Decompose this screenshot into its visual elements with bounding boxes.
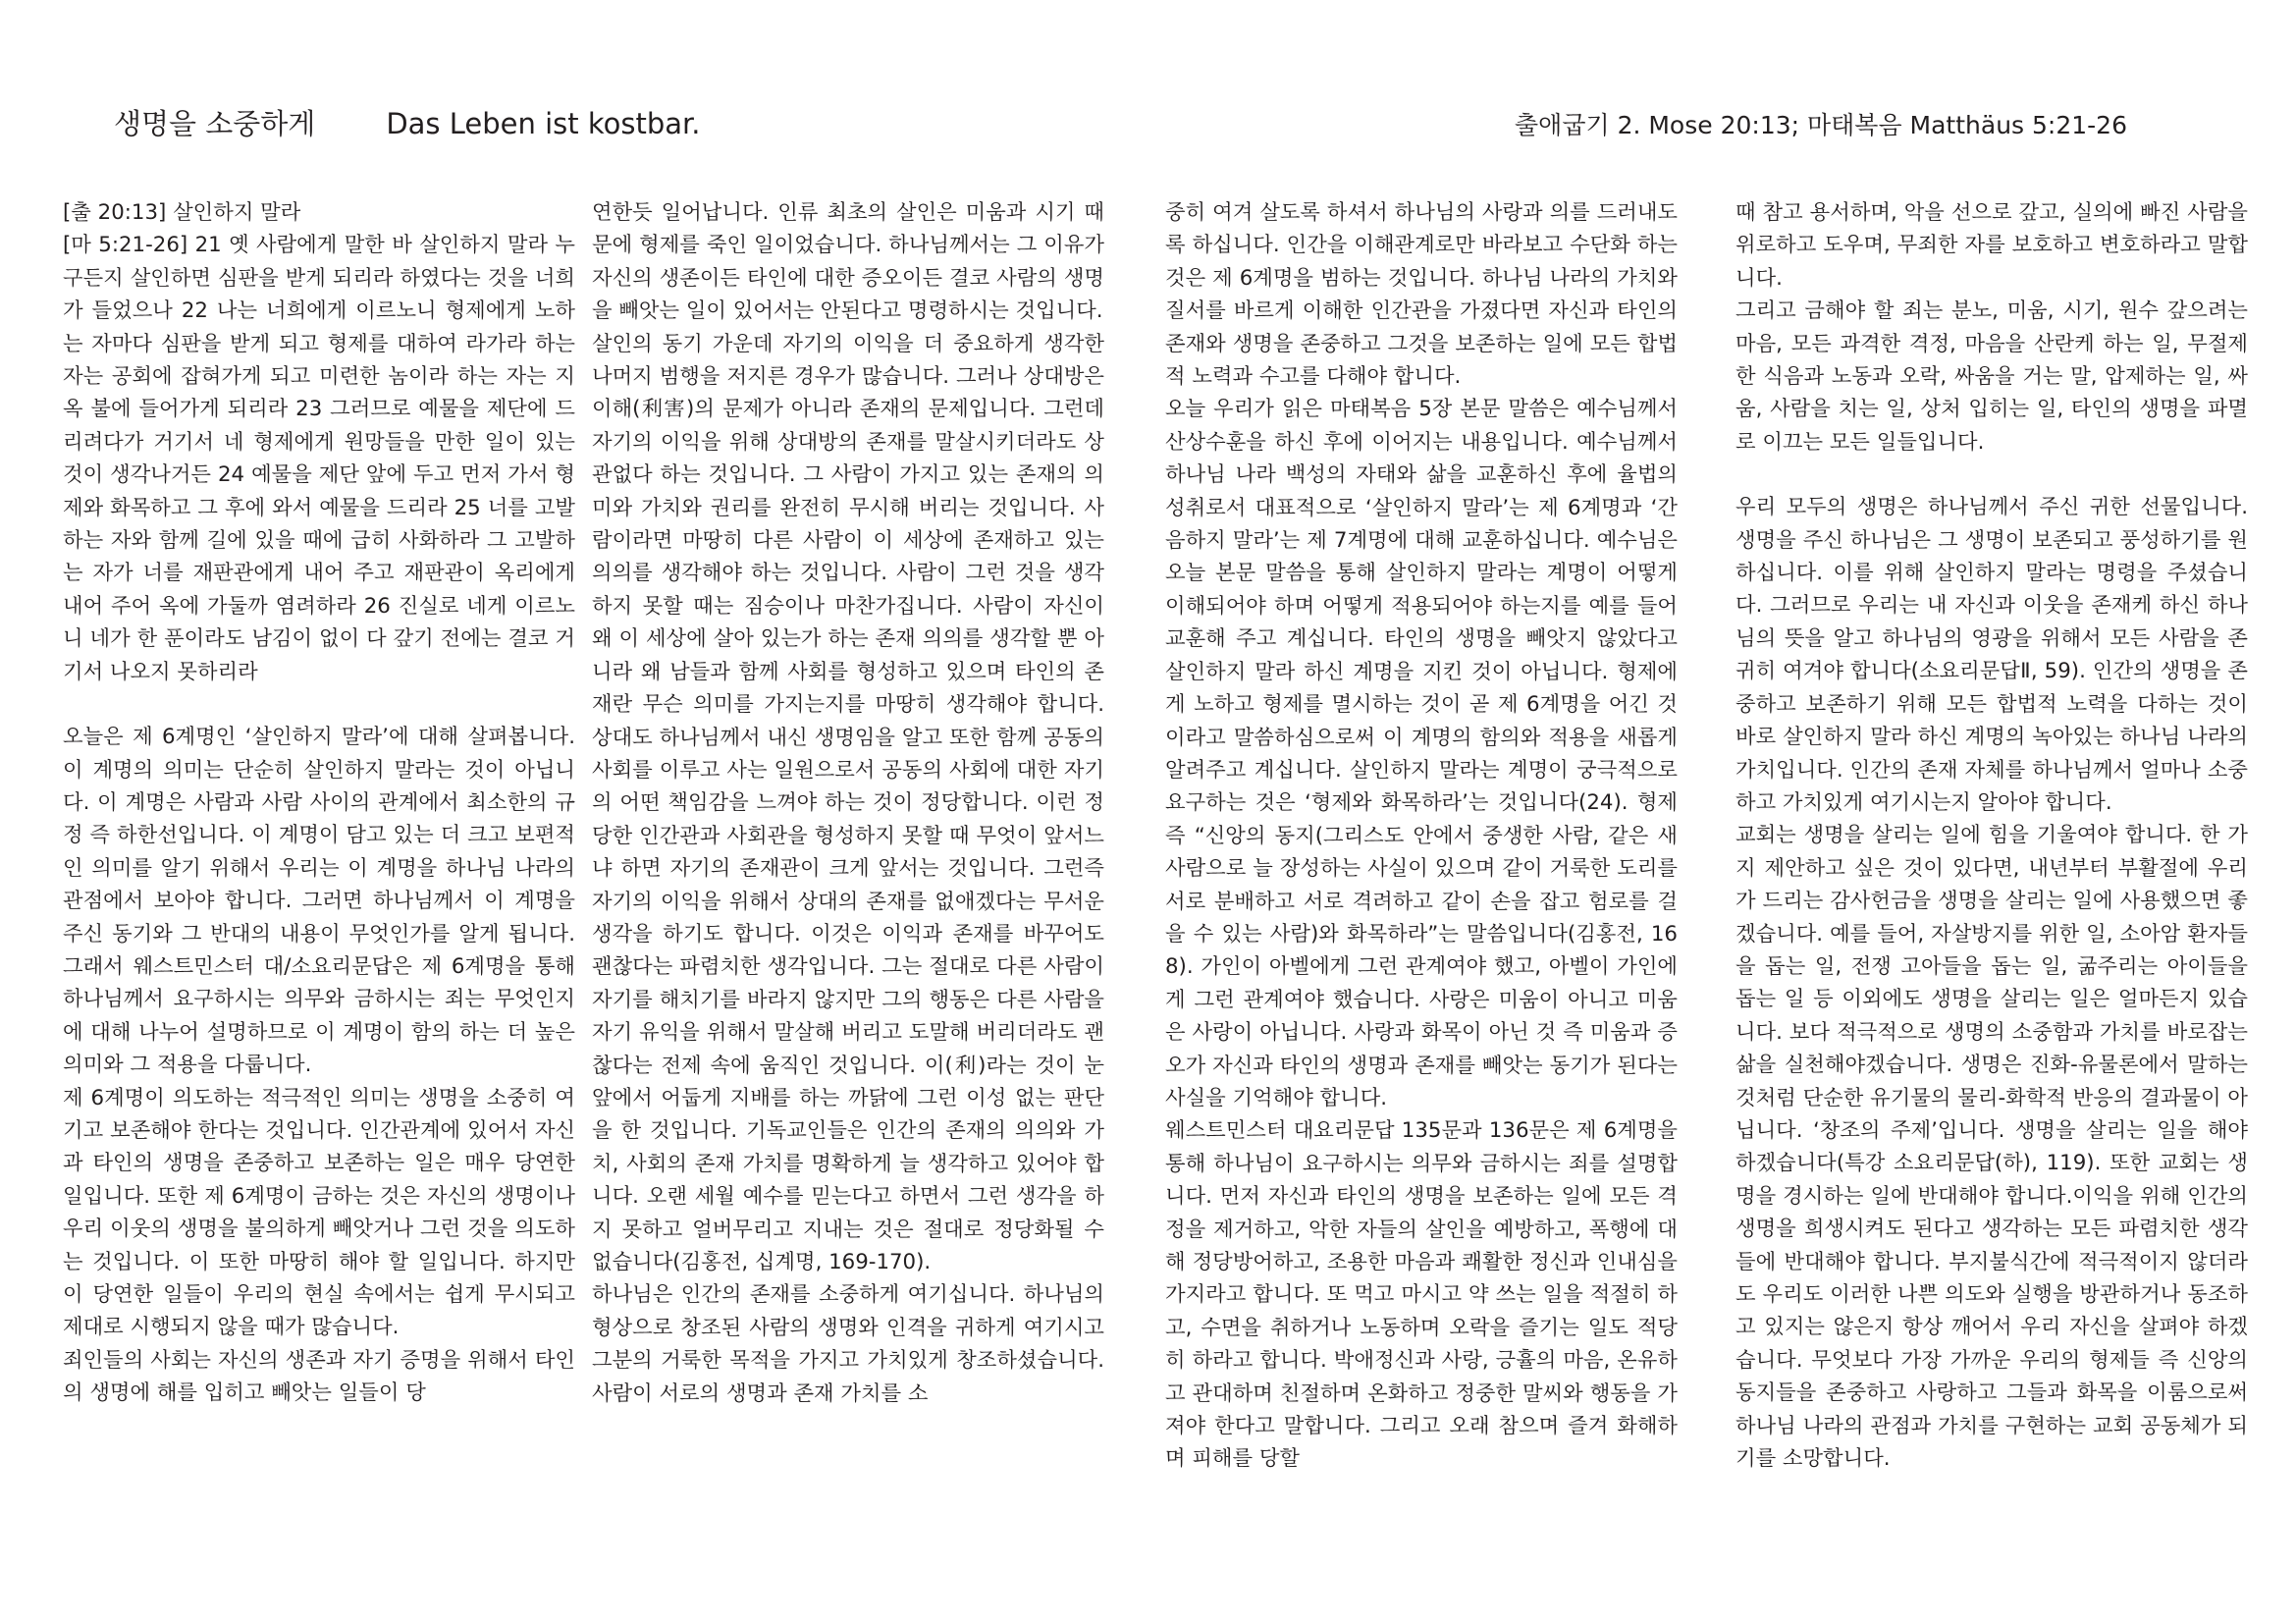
- title-german: Das Leben ist kostbar.: [386, 107, 701, 140]
- paragraph: 오늘은 제 6계명인 ‘살인하지 말라’에 대해 살펴봅니다. 이 계명의 의미는 단순히 살인하지 말라는 것이 아닙니다. 이 계명은 사람과 사람 사이의 관계에서 최소한의 규정 즉 하한선입니다. 이 계명이 담고 있는 더 크고 보편적인 의미를 알기 위해서 우리는 이 계명을 하나님 나라의 관점에서 보아야 합니다. 그러면 하나님께서 이 계명을 주신 동기와 그 반대의 내용이 무엇인가를 알게 됩니다. 그래서 웨스트민스터 대/소요리문답은 제 6계명을 통해 하나님께서 요구하시는 의무와 금하시는 죄는 무엇인지에 대해 나누어 설명하므로 이 계명이 함의 하는 더 높은 의미와 그 적용을 다룹니다.: [63, 725, 575, 1078]
- paragraph: 오늘 우리가 읽은 마태복음 5장 본문 말씀은 예수님께서 산상수훈을 하신 후에 이어지는 내용입니다. 예수님께서 하나님 나라 백성의 자태와 삶을 교훈하신 후에 율법의 성취로서 대표적으로 ‘살인하지 말라’는 제 6계명과 ‘간음하지 말라’는 제 7계명에 대해 교훈하십니다. 예수님은 오늘 본문 말씀을 통해 살인하지 말라는 계명이 어떻게 이해되어야 하며 어떻게 적용되어야 하는지를 예를 들어 교훈해 주고 계십니다. 타인의 생명을 빼앗지 않았다고 살인하지 말라 하신 계명을 지킨 것이 아닙니다. 형제에게 노하고 형제를 멸시하는 것이 곧 제 6계명을 어긴 것이라고 말씀하심으로써 이 계명의 함의와 적용을 새롭게 알려주고 계십니다. 살인하지 말라는 계명이 궁극적으로 요구하는 것은 ‘형제와 화목하라’는 것입니다(24). 형제 즉 “신앙의 동지(그리스도 안에서 중생한 사람, 같은 새 사람으로 늘 장성하는 사실이 있으며 같이 거룩한 도리를 서로 분배하고 서로 격려하고 같이 손을 잡고 험로를 걸을 수 있는 사람)와 화목하라”는 말씀입니다(김홍전, 168). 가인이 아벨에게 그런 관계여야 했고, 아벨이 가인에게 그런 관계여야 했습니다. 사랑은 미움이 아니고 미움은 사랑이 아닙니다. 사랑과 화목이 아닌 것 즉 미움과 증오가 자신과 타인의 생명과 존재를 빼앗는 동기가 된다는 사실을 기억해야 합니다.: [1165, 397, 1678, 1110]
- paragraph: [마 5:21-26] 21 옛 사람에게 말한 바 살인하지 말라 누구든지 살인하면 심판을 받게 되리라 하였다는 것을 너희가 들었으나 22 나는 너희에게 이르노니 형제에게 노하는 자마다 심판을 받게 되고 형제를 대하여 라가라 하는 자는 공회에 잡혀가게 되고 미련한 놈이라 하는 자는 지옥 불에 들어가게 되리라 23 그러므로 예물을 제단에 드리려다가 거기서 네 형제에게 원망들을 만한 일이 있는 것이 생각나거든 24 예물을 제단 앞에 두고 먼저 가서 형제와 화목하고 그 후에 와서 예물을 드리라 25 너를 고발하는 자와 함께 길에 있을 때에 급히 사화하라 그 고발하는 자가 너를 재판관에게 내어 주고 재판관이 옥리에게 내어 주어 옥에 가둘까 염려하라 26 진실로 네게 이르노니 네가 한 푼이라도 남김이 없이 다 갚기 전에는 결코 거기서 나오지 못하리라: [63, 233, 575, 684]
- paragraph: 우리 모두의 생명은 하나님께서 주신 귀한 선물입니다. 생명을 주신 하나님은 그 생명이 보존되고 풍성하기를 원하십니다. 이를 위해 살인하지 말라는 명령을 주셨습니다. 그러므로 우리는 내 자신과 이웃을 존재케 하신 하나님의 뜻을 알고 하나님의 영광을 위해서 모든 사람을 존귀히 여겨야 합니다(소요리문답Ⅱ, 59). 인간의 생명을 존중하고 보존하기 위해 모든 합법적 노력을 다하는 것이 바로 살인하지 말라 하신 계명의 녹아있는 하나님 나라의 가치입니다. 인간의 존재 자체를 하나님께서 얼마나 소중하고 가치있게 여기시는지 알아야 합니다.: [1735, 495, 2248, 815]
- paragraph: 때 참고 용서하며, 악을 선으로 갚고, 실의에 빠진 사람을 위로하고 도우며, 무죄한 자를 보호하고 변호하라고 말합니다.: [1735, 200, 2248, 291]
- paragraph: 제 6계명이 의도하는 적극적인 의미는 생명을 소중히 여기고 보존해야 한다는 것입니다. 인간관계에 있어서 자신과 타인의 생명을 존중하고 보존하는 일은 매우 당연한 일입니다. 또한 제 6계명이 금하는 것은 자신의 생명이나 우리 이웃의 생명을 불의하게 빼앗거나 그런 것을 의도하는 것입니다. 이 또한 마땅히 해야 할 일입니다. 하지만 이 당연한 일들이 우리의 현실 속에서는 쉽게 무시되고 제대로 시행되지 않을 때가 많습니다.: [63, 1085, 575, 1340]
- paragraph: 그리고 금해야 할 죄는 분노, 미움, 시기, 원수 갚으려는 마음, 모든 과격한 격정, 마음을 산란케 하는 일, 무절제한 식음과 노동과 오락, 싸움을 거는 말, 압제하는 일, 싸움, 사람을 치는 일, 상처 입히는 일, 타인의 생명을 파멸로 이끄는 모든 일들입니다.: [1735, 298, 2248, 455]
- text-column-2: [592, 196, 1104, 1410]
- paragraph: 살인의 동기 가운데 자기의 이익을 더 중요하게 생각한 나머지 범행을 저지른 경우가 많습니다. 그러나 상대방은 이해(利害)의 문제가 아니라 존재의 문제입니다. 그런데 자기의 이익을 위해 상대방의 존재를 말살시키더라도 상관없다 하는 것입니다. 그 사람이 가지고 있는 존재의 의미와 가치와 권리를 완전히 무시해 버리는 것입니다. 사람이라면 마땅히 다른 사람이 이 세상에 존재하고 있는 의의를 생각해야 하는 것입니다. 사람이 그런 것을 생각하지 못할 때는 짐승이나 마찬가집니다. 사람이 자신이 왜 이 세상에 살아 있는가 하는 존재 의의를 생각할 뿐 아니라 왜 남들과 함께 사회를 형성하고 있으며 타인의 존재란 무슨 의미를 가지는지를 마땅히 생각해야 합니다. 상대도 하나님께서 내신 생명임을 알고 또한 함께 공동의 사회를 이루고 사는 일원으로서 공동의 사회에 대한 자기의 어떤 책임감을 느껴야 하는 것이 정당합니다. 이런 정당한 인간관과 사회관을 형성하지 못할 때 무엇이 앞서느냐 하면 자기의 존재관이 크게 앞서는 것입니다. 그런즉 자기의 이익을 위해서 상대의 존재를 없애겠다는 무서운 생각을 하기도 합니다. 이것은 이익과 존재를 바꾸어도 괜찮다는 파렴치한 생각입니다. 그는 절대로 다른 사람이 자기를 해치기를 바라지 않지만 그의 행동은 다른 사람을 자기 유익을 위해서 말살해 버리고 도말해 버리더라도 괜찮다는 전제 속에 움직인 것입니다. 이(利)라는 것이 눈앞에서 어둡게 지배를 하는 까닭에 그런 이성 없는 판단을 한 것입니다. 기독교인들은 인간의 존재의 의의와 가치, 사회의 존재 가치를 명확하게 늘 생각하고 있어야 합니다. 오랜 세월 예수를 믿는다고 하면서 그런 생각을 하지 못하고 얼버무리고 지내는 것은 절대로 정당화될 수 없습니다(김홍전, 십계명, 169-170).: [592, 331, 1104, 1274]
- paragraph: 중히 여겨 살도록 하셔서 하나님의 사랑과 의를 드러내도록 하십니다. 인간을 이해관계로만 바라보고 수단화 하는 것은 제 6계명을 범하는 것입니다. 하나님 나라의 가치와 질서를 바르게 이해한 인간관을 가졌다면 자신과 타인의 존재와 생명을 존중하고 그것을 보존하는 일에 모든 합법적 노력과 수고를 다해야 합니다.: [1165, 200, 1678, 390]
- paragraph: 웨스트민스터 대요리문답 135문과 136문은 제 6계명을 통해 하나님이 요구하시는 의무와 금하시는 죄를 설명합니다. 먼저 자신과 타인의 생명을 보존하는 일에 모든 격정을 제거하고, 악한 자들의 살인을 예방하고, 폭행에 대해 정당방어하고, 조용한 마음과 쾌활한 정신과 인내심을 가지라고 합니다. 또 먹고 마시고 약 쓰는 일을 적절히 하고, 수면을 취하거나 노동하며 오락을 즐기는 일도 적당히 하라고 합니다. 박애정신과 사랑, 긍휼의 마음, 온유하고 관대하며 친절하며 온화하고 정중한 말씨와 행동을 가져야 한다고 말합니다. 그리고 오래 참으며 즐겨 화해하며 피해를 당할: [1165, 1118, 1678, 1472]
- paragraph: 교회는 생명을 살리는 일에 힘을 기울여야 합니다. 한 가지 제안하고 싶은 것이 있다면, 내년부터 부활절에 우리가 드리는 감사헌금을 생명을 살리는 일에 사용했으면 좋겠습니다. 예를 들어, 자살방지를 위한 일, 소아암 환자들을 돕는 일, 전쟁 고아들을 돕는 일, 굶주리는 아이들을 돕는 일 등 이외에도 생명을 살리는 일은 얼마든지 있습니다. 보다 적극적으로 생명의 소중함과 가치를 바로잡는 삶을 실천해야겠습니다. 생명은 진화-유물론에서 말하는 것처럼 단순한 유기물의 물리-화학적 반응의 결과물이 아닙니다. ‘창조의 주제’입니다. 생명을 살리는 일을 해야 하겠습니다(특강 소요리문답(하), 119). 또한 교회는 생명을 경시하는 일에 반대해야 합니다.이익을 위해 인간의 생명을 희생시켜도 된다고 생각하는 모든 파렴치한 생각들에 반대해야 합니다. 부지불식간에 적극적이지 않더라도 우리도 이러한 나쁜 의도와 실행을 방관하거나 동조하고 있지는 않은지 항상 깨어서 우리 자신을 살펴야 하겠습니다. 무엇보다 가장 가까운 우리의 형제들 즉 신앙의 동지들을 존중하고 사랑하고 그들과 화목을 이룸으로써 하나님 나라의 관점과 가치를 구현하는 교회 공동체가 되기를 소망합니다.: [1735, 823, 2248, 1472]
- page-header-title: [114, 102, 701, 142]
- title-korean: 생명을 소중하게: [114, 107, 316, 140]
- paragraph: 연한듯 일어납니다. 인류 최초의 살인은 미움과 시기 때문에 형제를 죽인 일이었습니다. 하나님께서는 그 이유가 자신의 생존이든 타인에 대한 증오이든 결코 사람의 생명을 빼앗는 일이 있어서는 안된다고 명령하시는 것입니다.: [592, 200, 1104, 324]
- paragraph: 죄인들의 사회는 자신의 생존과 자기 증명을 위해서 타인의 생명에 해를 입히고 빼앗는 일들이 당: [63, 1347, 575, 1406]
- paragraph: [출 20:13] 살인하지 말라: [63, 200, 301, 225]
- text-column-4: [1735, 196, 2248, 1475]
- scripture-reference: 출애굽기 2. Mose 20:13; 마태복음 Matthäus 5:21-26: [1515, 111, 2127, 139]
- text-column-3: [1165, 196, 1678, 1476]
- paragraph: 하나님은 인간의 존재를 소중하게 여기십니다. 하나님의 형상으로 창조된 사람의 생명와 인격을 귀하게 여기시고 그분의 거룩한 목적을 가지고 가치있게 창조하셨습니다. 사람이 서로의 생명과 존재 가치를 소: [592, 1282, 1104, 1406]
- text-column-1: [63, 196, 575, 1410]
